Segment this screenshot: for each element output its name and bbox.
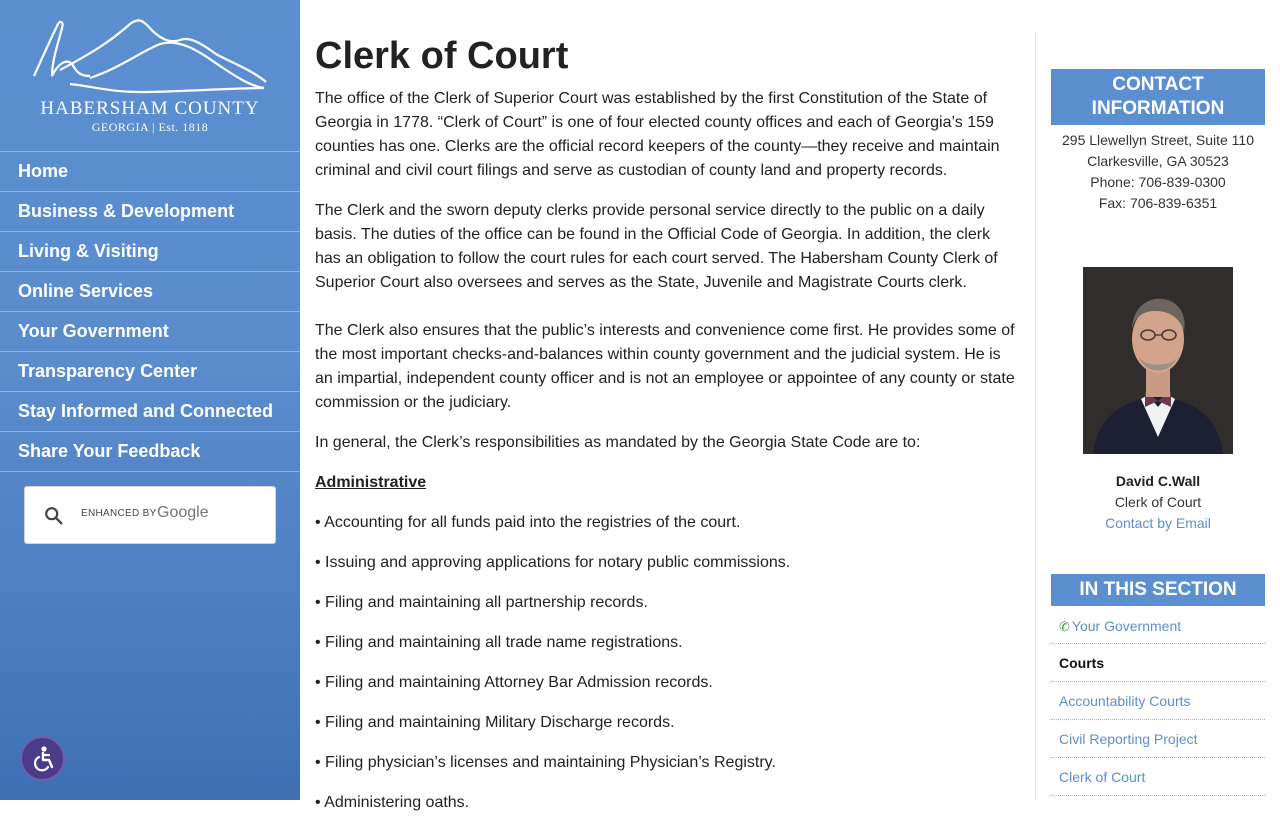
google-search-box[interactable] — [24, 486, 276, 544]
nav-item-home[interactable]: Home — [0, 152, 300, 192]
accessibility-button[interactable] — [20, 736, 65, 781]
search-enhanced-label: ENHANCED BY — [81, 508, 157, 519]
main-nav — [0, 151, 300, 472]
intro-paragraph: The office of the Clerk of Superior Court was established by the first Constitution of the State of Georgia in 1778. “Clerk of Court” is one of four elected county offices and each of Georgia’s 159 counties has one. Clerks are the official record keepers of the county—they receive and maintain criminal and civil court filings and serve as custodian of county land and property records. — [315, 90, 1000, 179]
nav-item-online-services[interactable]: Online Services — [0, 272, 300, 312]
clerk-name: David C.Wall — [1115, 473, 1201, 489]
responsibility-item: • Filing and maintaining all trade name registrations. — [315, 634, 683, 651]
right-sidebar — [1051, 69, 1265, 796]
nav-item-share-feedback[interactable]: Share Your Feedback — [0, 432, 300, 472]
responsibilities-paragraph: In general, the Clerk’s responsibilities as mandated by the Georgia State Code are to: — [315, 434, 921, 451]
nav-item-business-development[interactable]: Business & Development — [0, 192, 300, 232]
accessibility-icon — [29, 745, 57, 773]
main-content — [315, 34, 1020, 831]
responsibility-item: • Filing and maintaining Attorney Bar Admission records. — [315, 674, 713, 691]
responsibility-item: • Administering oaths. — [315, 794, 470, 811]
logo-county-name: HABERSHAM COUNTY — [40, 98, 260, 119]
sidebar — [0, 0, 300, 800]
nav-item-living-visiting[interactable]: Living & Visiting — [0, 232, 300, 272]
responsibility-item: • Filing and maintaining all partnership records. — [315, 594, 648, 611]
nav-item-transparency-center[interactable]: Transparency Center — [0, 352, 300, 392]
google-brand-label: Google — [157, 504, 209, 521]
contact-phone-line: Phone: 706-839-0300 — [1090, 174, 1226, 190]
responsibility-item: • Issuing and approving applications for notary public commissions. — [315, 554, 791, 571]
section-item-label: Your Government — [1071, 618, 1182, 634]
nav-item-your-government[interactable]: Your Government — [0, 312, 300, 352]
section-item-civil-reporting-project[interactable]: Civil Reporting Project — [1051, 720, 1265, 758]
section-item-accountability-courts[interactable]: Accountability Courts — [1051, 682, 1265, 720]
responsibility-item: • Filing physician’s licenses and maintaining Physician’s Registry. — [315, 754, 776, 771]
responsibility-item: • Accounting for all funds paid into the registries of the court. — [315, 514, 741, 531]
section-item-courts[interactable]: Courts — [1051, 644, 1265, 682]
contact-email-link[interactable]: Contact by Email — [1105, 515, 1211, 531]
column-divider — [1035, 32, 1036, 800]
page-title: Clerk of Court — [315, 35, 569, 77]
clerk-info — [1051, 471, 1265, 534]
duties-paragraph: The Clerk and the sworn deputy clerks provide personal service directly to the public on a daily basis. The duties of the office can be found in the Official Code of Georgia. In addition, the clerk has an obligation to follow the court rules for each court served. The Habersham County Clerk of Superior Court also oversees and serves as the State, Juvenile and Magistrate Courts clerk. — [315, 202, 998, 291]
search-icon[interactable] — [43, 505, 65, 527]
mountains-logo-icon — [30, 14, 270, 96]
contact-city-line: Clarkesville, GA 30523 — [1087, 153, 1229, 169]
administrative-heading: Administrative — [315, 474, 427, 491]
logo-subtitle: GEORGIA | Est. 1818 — [91, 120, 209, 134]
in-this-section-header: IN THIS SECTION — [1051, 574, 1265, 606]
contact-address-line: 295 Llewellyn Street, Suite 110 — [1062, 132, 1254, 148]
section-nav — [1051, 612, 1265, 796]
county-logo[interactable] — [30, 14, 270, 139]
responsibility-item: • Filing and maintaining Military Discharge records. — [315, 714, 675, 731]
nav-item-stay-informed[interactable]: Stay Informed and Connected — [0, 392, 300, 432]
clerk-title: Clerk of Court — [1114, 494, 1202, 510]
phone-icon: ✆ — [1059, 619, 1070, 634]
contact-info — [1051, 130, 1265, 214]
section-item-clerk-of-court[interactable]: Clerk of Court — [1051, 758, 1265, 796]
clerk-portrait-photo — [1083, 267, 1233, 454]
contact-info-header: CONTACT INFORMATION — [1051, 69, 1265, 125]
contact-fax-line: Fax: 706-839-6351 — [1098, 195, 1218, 211]
section-item-your-government[interactable] — [1051, 612, 1265, 644]
interests-paragraph: The Clerk also ensures that the public’s interests and convenience come first. He provides some of the most important checks-and-balances within county government and the judicial system. He is an impartial, independent county officer and is not an employee or appointee of any county or state commission or the judiciary. — [315, 322, 1015, 411]
